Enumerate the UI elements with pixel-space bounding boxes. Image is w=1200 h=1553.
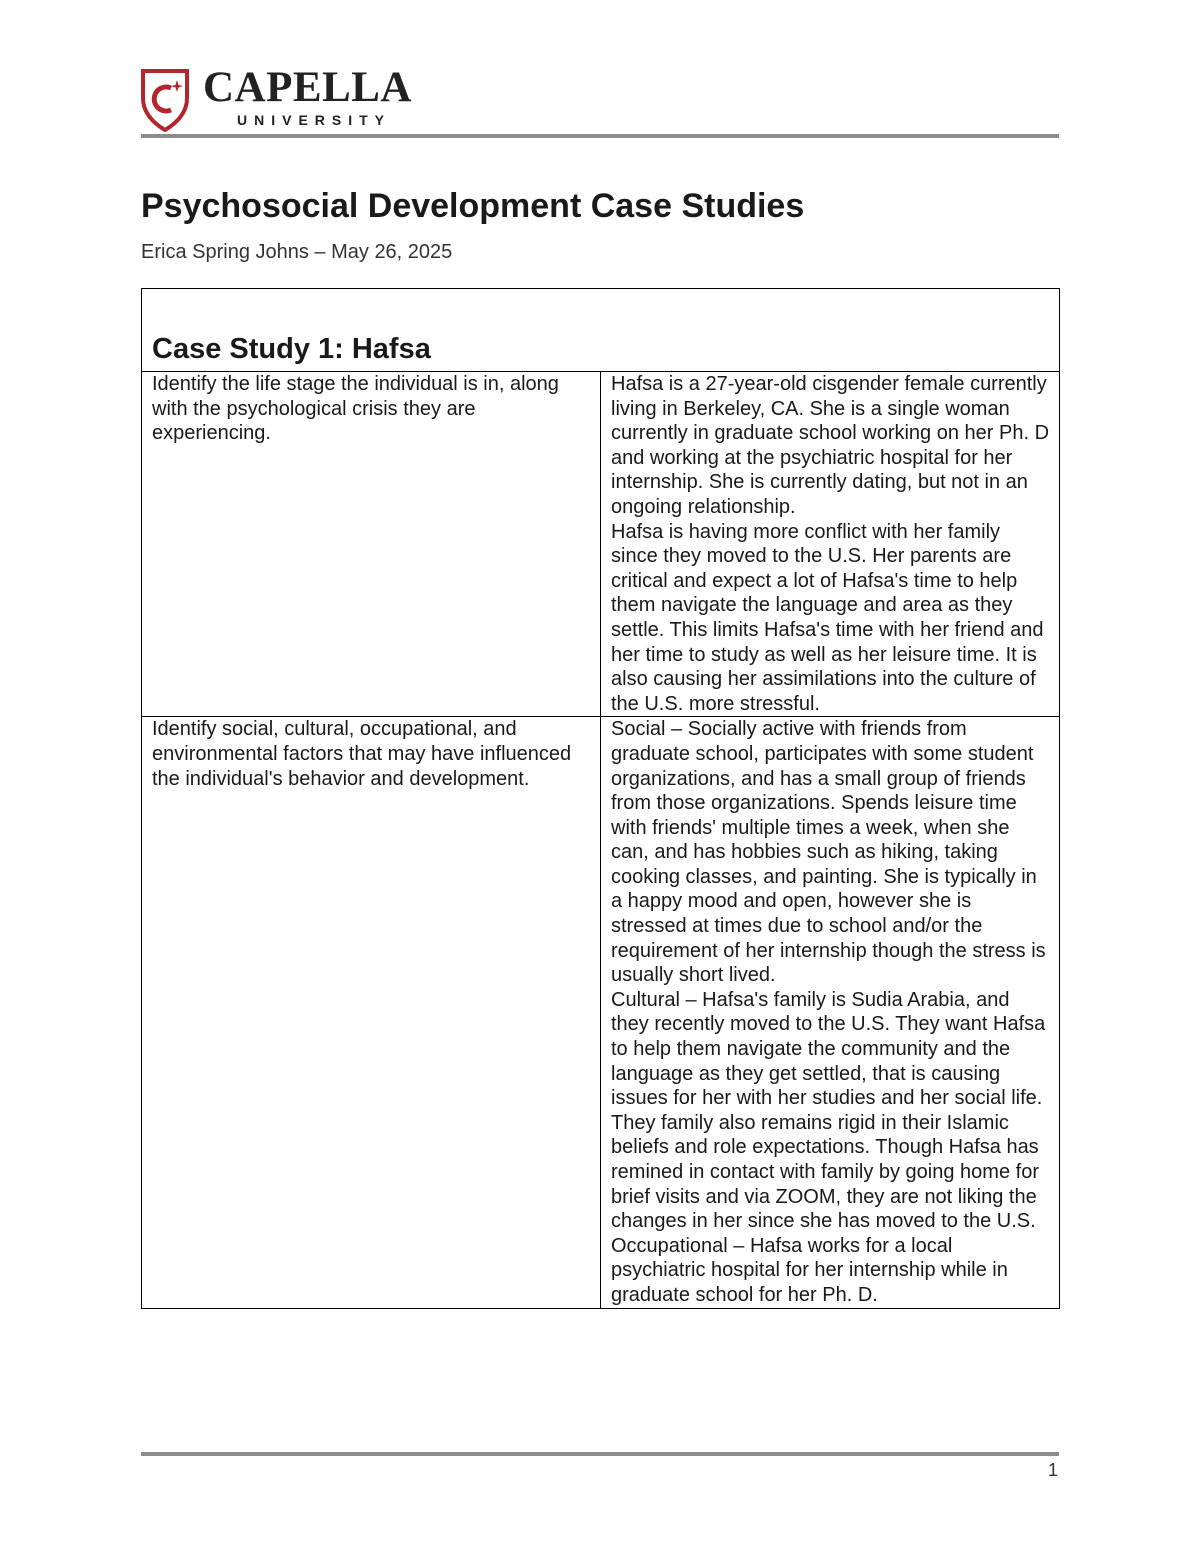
capella-logo (141, 64, 431, 132)
response-paragraph: Occupational – Hafsa works for a local psychiatric hospital for her internship while in graduate school for her Ph. D. (611, 1234, 1008, 1306)
document-title: Psychosocial Development Case Studies (141, 187, 805, 225)
page-number: 1 (1047, 1460, 1058, 1480)
case-study-header-cell (142, 289, 1060, 372)
table-row (142, 372, 1060, 717)
response-cell (601, 372, 1060, 717)
case-study-table (141, 288, 1060, 1309)
footer-divider (141, 1452, 1059, 1456)
response-paragraph: Social – Socially active with friends from graduate school, participates with some student organizations, and has a small group of friends from those organizations. Spends leisure time with friends' multiple times a week, when she can, and has hobbies such as hiking, taking cooking classes, and painting. She is typically in a happy mood and open, however she is stressed at times due to school and/or the requirement of her internship though the stress is usually short lived. (611, 718, 1046, 987)
response-paragraph: Cultural – Hafsa's family is Sudia Arabia, and they recently moved to the U.S. They want Hafsa to help them navigate the community and the language as they get settled, that is causing issues for her with her studies and her social life. They family also remains rigid in their Islamic beliefs and role expectations. Though Hafsa has remined in contact with family by going home for brief visits and via ZOOM, they are not liking the changes in her since she has moved to the U.S. (611, 988, 1046, 1233)
prompt-cell: Identify the life stage the individual is in, along with the psychological crisis they are experiencing. (142, 372, 601, 717)
response-paragraph: Hafsa is having more conflict with her family since they moved to the U.S. Her parents are critical and expect a lot of Hafsa's time to help them navigate the language and area as they settle. This limits Hafsa's time with her friend and her time to study as well as her leisure time. It is also causing her assimilations into the culture of the U.S. more stressful. (611, 520, 1044, 715)
capella-shield-icon (141, 68, 189, 132)
logo-wordmark: CAPELLA (203, 64, 412, 111)
logo-subtitle: UNIVERSITY (237, 112, 392, 128)
author-date-line: Erica Spring Johns – May 26, 2025 (141, 241, 453, 263)
response-paragraph: Hafsa is a 27-year-old cisgender female currently living in Berkeley, CA. She is a single woman currently in graduate school working on her Ph. D and working at the psychiatric hospital for her internship. She is currently dating, but not in an ongoing relationship. (611, 373, 1050, 518)
case-study-title: Case Study 1: Hafsa (152, 333, 431, 366)
table-row (142, 717, 1060, 1308)
prompt-cell: Identify social, cultural, occupational, and environmental factors that may have influenced the individual's behavior and development. (142, 717, 601, 1308)
case-study-header-row (142, 289, 1060, 372)
header-divider (141, 134, 1059, 138)
response-cell (601, 717, 1060, 1308)
